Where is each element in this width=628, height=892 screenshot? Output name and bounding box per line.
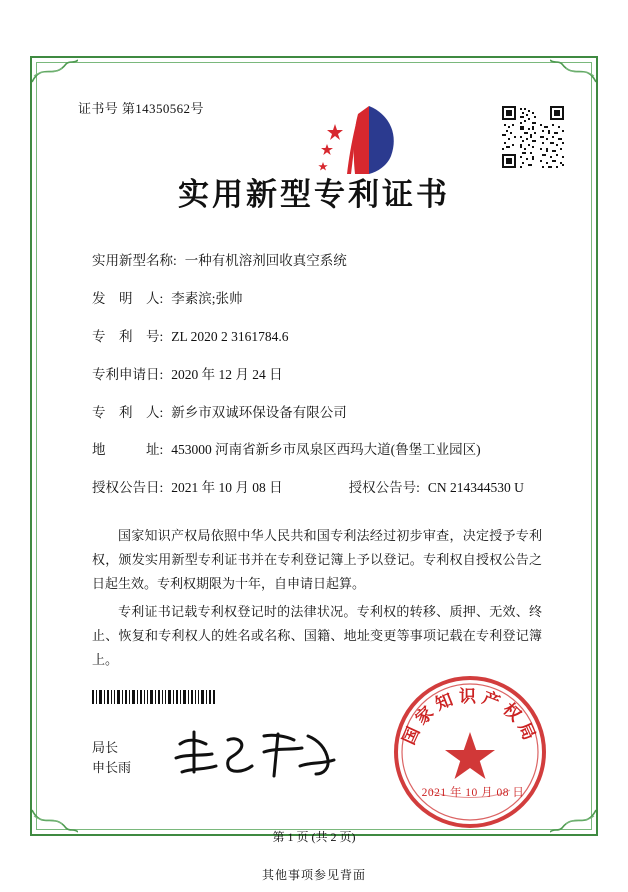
field-value: 李素滨;张帅: [171, 290, 243, 306]
field-value: 新乡市双诚环保设备有限公司: [171, 404, 347, 420]
page-title: 实用新型专利证书: [178, 177, 450, 213]
legal-paragraph-2: 专利证书记载专利权登记时的法律状况。专利权的转移、质押、无效、终止、恢复和专利权人的姓名或名称、国籍、地址变更等事项记载在专利登记簿上。: [92, 604, 542, 668]
legal-paragraph-1: 国家知识产权局依照中华人民共和国专利法经过初步审查，决定授予专利权，颁发实用新型专利证书并在专利登记簿上予以登记。专利权自授权公告之日起生效。专利权期限为十年，自申请日起算。: [92, 528, 542, 592]
svg-text:国家知识产权局: 国家知识产权局: [399, 687, 541, 748]
field-label: 专 利 号:: [92, 328, 164, 344]
field-row-address: [92, 441, 562, 460]
barcode-icon: [92, 690, 216, 704]
page-number: 第 1 页 (共 2 页): [272, 830, 356, 844]
field-label: 专 利 人:: [92, 404, 164, 420]
handwritten-signature: [168, 726, 348, 786]
legal-text: [56, 524, 572, 672]
field-row-patent-number: [92, 328, 562, 347]
official-red-seal-icon: [390, 672, 550, 832]
cnipa-logo-icon: [311, 100, 421, 182]
certificate-content: [56, 80, 572, 677]
field-row-patentee: [92, 404, 562, 423]
field-value: 2020 年 12 月 24 日: [171, 366, 283, 382]
field-label: 实用新型名称:: [92, 253, 177, 268]
field-label: 发 明 人:: [92, 290, 164, 306]
field-value: 453000 河南省新乡市凤泉区西玛大道(鲁堡工业园区): [171, 442, 481, 458]
field-row-application-date: [92, 366, 562, 385]
field-label: 专利申请日:: [92, 366, 164, 382]
field-row-utility-model-name: [92, 252, 562, 271]
seal-date: 2021 年 10 月 08 日: [421, 787, 525, 799]
field-row-inventor: [92, 290, 562, 309]
grant-number-label: 授权公告号:: [348, 480, 420, 496]
director-name: 申长雨: [92, 760, 132, 776]
field-list: [56, 252, 572, 498]
grant-number-value: CN 214344530 U: [427, 480, 524, 496]
grant-date-value: 2021 年 10 月 08 日: [171, 480, 283, 496]
footer-note: 其他事项参见背面: [261, 868, 366, 882]
qr-code-icon: [500, 104, 566, 170]
field-label: 地 址:: [92, 442, 164, 458]
certificate-number: 证书号 第14350562号: [78, 101, 204, 116]
director-label: 局长: [92, 740, 119, 755]
field-row-grant-announcement: [92, 479, 562, 498]
field-value: 一种有机溶剂回收真空系统: [184, 253, 347, 268]
grant-date-label: 授权公告日:: [92, 480, 164, 496]
director-block: [92, 738, 131, 778]
field-value: ZL 2020 2 3161784.6: [171, 328, 289, 344]
